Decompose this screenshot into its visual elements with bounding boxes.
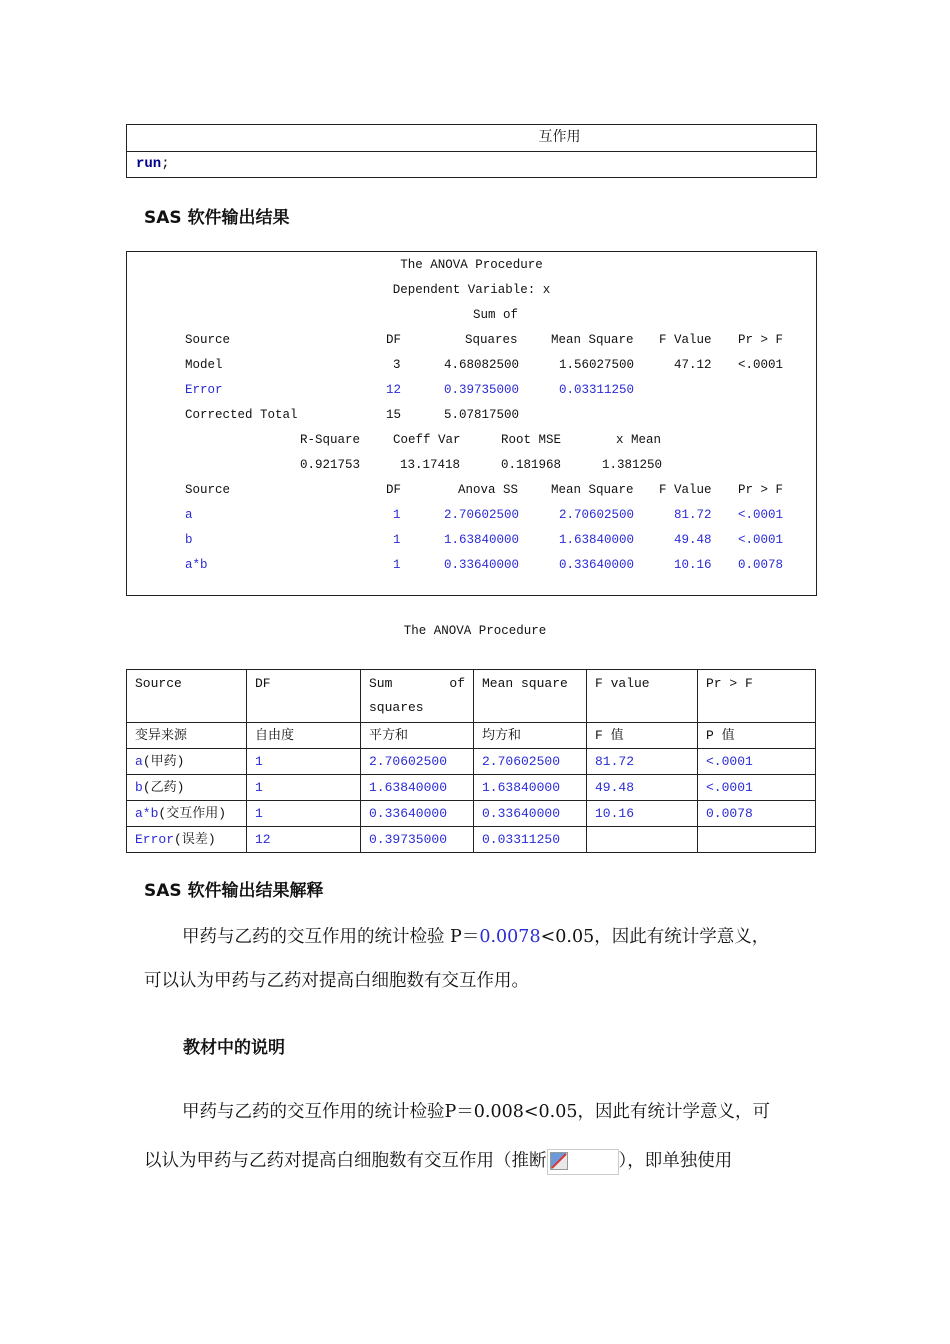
cell-source — [127, 827, 247, 853]
code-row-comment — [127, 125, 816, 152]
code-box — [126, 124, 817, 178]
cell-p: <.0001 — [698, 749, 816, 775]
sas-eff-a-p: <.0001 — [738, 508, 784, 522]
th-mean-square: Mean square — [474, 670, 587, 723]
sas-fit-h-cv: Coeff Var — [393, 433, 461, 447]
table-row — [127, 749, 816, 775]
sas-error-ss: 0.39735000 — [444, 383, 520, 397]
sas-h1-df: DF — [386, 333, 402, 347]
cell-df: 1 — [247, 775, 361, 801]
th-f-value: F value — [587, 670, 698, 723]
para1-line1 — [144, 915, 816, 959]
cell-source-cn: (交互作用) — [158, 806, 227, 821]
sas-eff-b-p: <.0001 — [738, 533, 784, 547]
sas-eff-a-f: 81.72 — [674, 508, 712, 522]
sas-eff-b-df: 1 — [393, 533, 401, 547]
code-comment-text: 互作用 — [538, 130, 581, 146]
sas-fit-h-rmse: Root MSE — [501, 433, 562, 447]
sas-total-source: Corrected Total — [185, 408, 298, 422]
section-title-textbook: 教材中的说明 — [183, 1038, 285, 1058]
sas-sum-of: Sum of — [473, 308, 519, 322]
sas-model-ss: 4.68082500 — [444, 358, 520, 372]
cell-df: 1 — [247, 801, 361, 827]
cell-source — [127, 749, 247, 775]
anova-summary-table — [126, 669, 816, 853]
para1-before: 甲药与乙药的交互作用的统计检验 P＝ — [182, 927, 480, 947]
anova-procedure-caption: The ANOVA Procedure — [403, 624, 547, 638]
sas-eff-b-ms: 1.63840000 — [559, 533, 635, 547]
sas-fit-v-rsq: 0.921753 — [300, 458, 361, 472]
cell-ss: 1.63840000 — [361, 775, 474, 801]
sas-eff-ab-source: a*b — [185, 558, 208, 572]
para2-line2-before: 以认为甲药与乙药对提高白细胞数有交互作用（推断 — [144, 1151, 547, 1171]
cell-df: 12 — [247, 827, 361, 853]
cell-source-en: a — [135, 754, 143, 769]
broken-image-icon — [547, 1149, 619, 1175]
code-row-run — [127, 152, 816, 177]
sas-error-ms: 0.03311250 — [559, 383, 635, 397]
cell-df: 1 — [247, 749, 361, 775]
para2-line2 — [144, 1136, 816, 1186]
sas-eff-b-source: b — [185, 533, 193, 547]
table-header-cn-row — [127, 723, 816, 749]
sas-fit-h-mean: x Mean — [616, 433, 662, 447]
table-row — [127, 827, 816, 853]
run-keyword: run — [136, 156, 162, 172]
para1-after: <0.05，因此有统计学意义， — [540, 927, 770, 947]
sas-h1-f: F Value — [659, 333, 712, 347]
para1-line2: 可以认为甲药与乙药对提高白细胞数有交互作用。 — [144, 971, 529, 991]
sas-title: The ANOVA Procedure — [400, 258, 543, 272]
cell-f: 10.16 — [587, 801, 698, 827]
sas-dependent: Dependent Variable: x — [392, 283, 551, 297]
th-sum-of-squares — [361, 670, 474, 723]
sas-eff-ab-ms: 0.33640000 — [559, 558, 635, 572]
textbook-paragraph — [144, 1088, 816, 1186]
table-row — [127, 775, 816, 801]
th-squares-word: squares — [369, 700, 424, 715]
sas-h1-source: Source — [185, 333, 231, 347]
cell-source-cn: (甲药) — [142, 754, 185, 769]
sas-h1-ss: Squares — [465, 333, 518, 347]
sas-fit-h-rsq: R-Square — [300, 433, 361, 447]
sas-h1-p: Pr > F — [738, 333, 784, 347]
sas-fit-v-rmse: 0.181968 — [501, 458, 562, 472]
th-cn-p: P 值 — [698, 723, 816, 749]
cell-ss: 0.39735000 — [361, 827, 474, 853]
sas-h2-ss: Anova SS — [458, 483, 519, 497]
th-df: DF — [247, 670, 361, 723]
sas-model-p: <.0001 — [738, 358, 784, 372]
sas-eff-a-source: a — [185, 508, 193, 522]
sas-model-df: 3 — [393, 358, 401, 372]
cell-p: <.0001 — [698, 775, 816, 801]
sas-total-df: 15 — [386, 408, 402, 422]
th-pr-f: Pr > F — [698, 670, 816, 723]
para1-pvalue: 0.0078 — [479, 927, 541, 947]
cell-source — [127, 801, 247, 827]
th-cn-f: F 值 — [587, 723, 698, 749]
th-cn-source: 变异来源 — [127, 723, 247, 749]
sas-h2-p: Pr > F — [738, 483, 784, 497]
sas-eff-ab-ss: 0.33640000 — [444, 558, 520, 572]
th-cn-ms: 均方和 — [474, 723, 587, 749]
sas-h2-f: F Value — [659, 483, 712, 497]
sas-h2-source: Source — [185, 483, 231, 497]
sas-eff-b-f: 49.48 — [674, 533, 712, 547]
para2-line1: 甲药与乙药的交互作用的统计检验P＝0.008<0.05，因此有统计学意义，可 — [182, 1102, 770, 1122]
sas-eff-b-ss: 1.63840000 — [444, 533, 520, 547]
para2-line2-after: ），即单独使用 — [618, 1151, 733, 1171]
th-cn-df: 自由度 — [247, 723, 361, 749]
th-cn-ss: 平方和 — [361, 723, 474, 749]
cell-source-cn: (乙药) — [142, 780, 185, 795]
th-sum-word: Sum — [369, 676, 393, 691]
sas-eff-a-ss: 2.70602500 — [444, 508, 520, 522]
th-of-word: of — [449, 676, 465, 691]
cell-source-en: b — [135, 780, 143, 795]
cell-ms: 0.33640000 — [474, 801, 587, 827]
cell-ms: 1.63840000 — [474, 775, 587, 801]
interpretation-paragraph — [144, 915, 816, 1003]
table-row — [127, 801, 816, 827]
sas-error-source: Error — [185, 383, 223, 397]
cell-p: 0.0078 — [698, 801, 816, 827]
sas-output-box — [126, 251, 817, 596]
sas-fit-v-mean: 1.381250 — [602, 458, 663, 472]
cell-ms: 2.70602500 — [474, 749, 587, 775]
sas-h2-ms: Mean Square — [551, 483, 634, 497]
cell-source-en: Error — [135, 832, 175, 847]
sas-eff-ab-p: 0.0078 — [738, 558, 784, 572]
section-title-interpretation: SAS 软件输出结果解释 — [144, 881, 324, 901]
th-source: Source — [127, 670, 247, 723]
cell-f: 49.48 — [587, 775, 698, 801]
cell-source-en: a*b — [135, 806, 159, 821]
section-title-sas-output: SAS 软件输出结果 — [144, 208, 290, 228]
run-semicolon: ; — [161, 156, 170, 172]
sas-model-ms: 1.56027500 — [559, 358, 635, 372]
cell-source — [127, 775, 247, 801]
cell-ms: 0.03311250 — [474, 827, 587, 853]
sas-fit-v-cv: 13.17418 — [400, 458, 461, 472]
cell-p — [698, 827, 816, 853]
sas-h1-ms: Mean Square — [551, 333, 634, 347]
sas-model-f: 47.12 — [674, 358, 712, 372]
table-header-row — [127, 670, 816, 723]
cell-f: 81.72 — [587, 749, 698, 775]
sas-error-df: 12 — [386, 383, 402, 397]
cell-source-cn: (误差) — [174, 832, 216, 847]
cell-ss: 0.33640000 — [361, 801, 474, 827]
sas-eff-a-ms: 2.70602500 — [559, 508, 635, 522]
sas-eff-a-df: 1 — [393, 508, 401, 522]
cell-ss: 2.70602500 — [361, 749, 474, 775]
cell-f — [587, 827, 698, 853]
sas-h2-df: DF — [386, 483, 402, 497]
sas-eff-ab-f: 10.16 — [674, 558, 712, 572]
sas-model-source: Model — [185, 358, 223, 372]
sas-eff-ab-df: 1 — [393, 558, 401, 572]
sas-total-ss: 5.07817500 — [444, 408, 520, 422]
